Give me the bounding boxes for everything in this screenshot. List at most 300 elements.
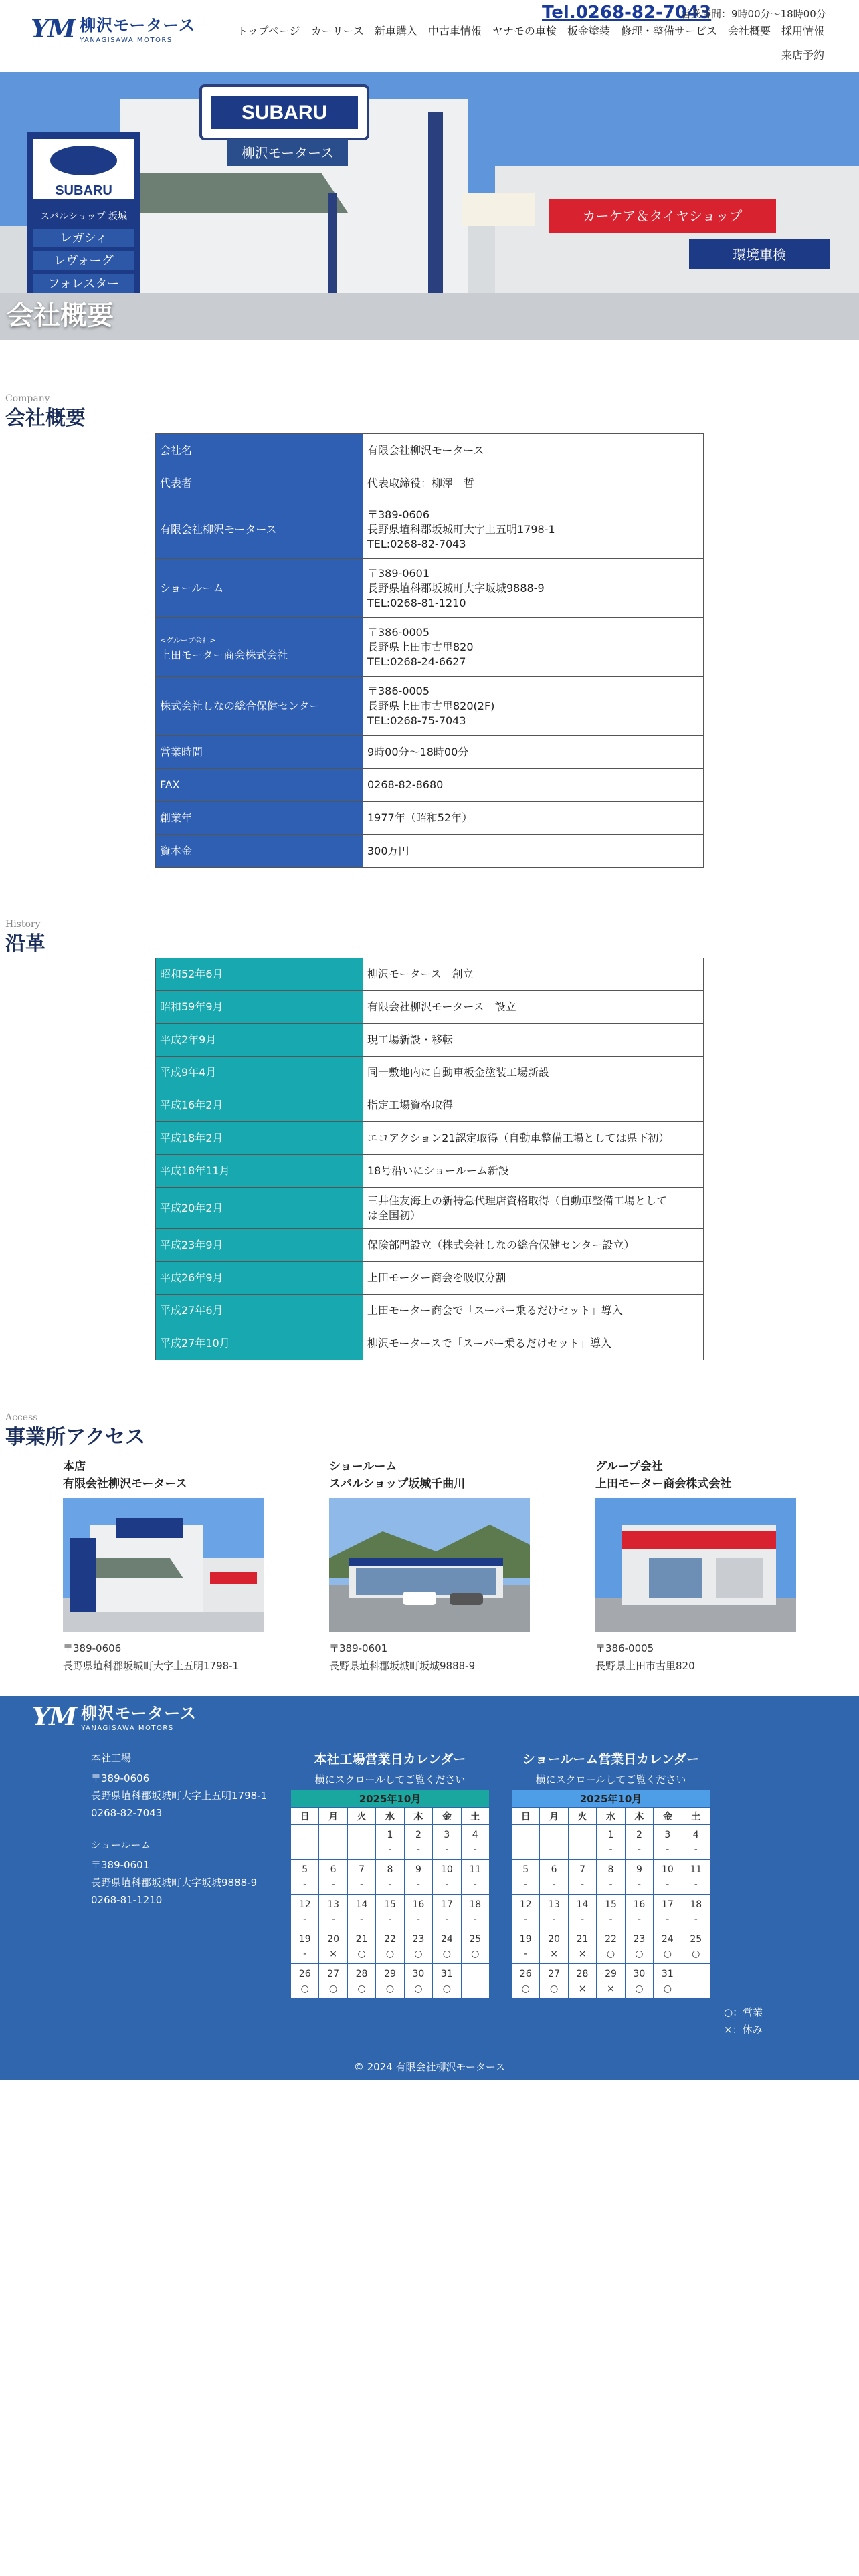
row-value: 有限会社柳沢モータース 設立: [363, 991, 704, 1024]
weekday-header: 木: [625, 1808, 653, 1825]
table-row: [156, 991, 704, 1024]
day-status: ○: [300, 1983, 309, 1994]
calendar-day: [376, 1825, 404, 1860]
table-row: [156, 1089, 704, 1122]
day-number: 27: [327, 1969, 340, 1979]
calendar-day: [654, 1964, 682, 1999]
day-status: -: [360, 1879, 364, 1890]
table-row: [156, 802, 704, 835]
access-postal: 〒389-0606: [63, 1642, 122, 1654]
calendar-week: [291, 1825, 490, 1860]
calendar-empty-cell: [347, 1825, 375, 1860]
calendar-day: [319, 1895, 347, 1929]
day-status: -: [388, 1879, 392, 1890]
day-number: 19: [298, 1934, 311, 1945]
calendar-day: [433, 1825, 461, 1860]
day-status: -: [524, 1879, 528, 1890]
row-key: 会社名: [156, 434, 363, 467]
table-row: [156, 1155, 704, 1188]
access-name: 有限会社柳沢モータース: [63, 1477, 187, 1491]
hero-sign-forester: フォレスター: [47, 277, 120, 291]
row-key: 平成23年9月: [156, 1229, 363, 1262]
day-number: 4: [692, 1830, 699, 1840]
day-status: ×: [329, 1949, 337, 1959]
calendar-day: [291, 1929, 319, 1964]
calendar-week: [512, 1895, 710, 1929]
day-status: -: [637, 1914, 641, 1925]
access-address: 長野県上田市古里820: [595, 1660, 695, 1672]
day-status: -: [552, 1879, 556, 1890]
table-row: [156, 1057, 704, 1089]
day-status: -: [694, 1844, 698, 1855]
calendar-day: [625, 1825, 653, 1860]
row-value: 18号沿いにショールーム新設: [363, 1155, 704, 1188]
calendar-empty-cell: [319, 1825, 347, 1860]
day-status: ○: [663, 1983, 672, 1994]
history-table: [155, 958, 704, 1360]
calendar-day: [597, 1964, 625, 1999]
day-status: ×: [578, 1949, 587, 1959]
day-number: 31: [661, 1969, 674, 1979]
table-row: [156, 1327, 704, 1360]
day-number: 22: [605, 1934, 617, 1945]
row-value: 〒386-0005: [367, 625, 430, 639]
row-key: 平成16年2月: [156, 1089, 363, 1122]
day-status: ×: [550, 1949, 558, 1959]
day-status: -: [609, 1914, 613, 1925]
weekday-header: 土: [682, 1808, 710, 1825]
weekday-header: 木: [404, 1808, 432, 1825]
day-number: 24: [440, 1934, 453, 1945]
day-number: 9: [415, 1864, 421, 1875]
calendar-day: [433, 1895, 461, 1929]
history-heading-en: History: [5, 919, 41, 930]
calendar-day: [404, 1964, 432, 1999]
calendar-empty-cell: [461, 1964, 489, 1999]
day-status: -: [388, 1844, 392, 1855]
nav-reservation[interactable]: 来店予約: [781, 49, 824, 62]
calendar-day: [291, 1895, 319, 1929]
day-status: -: [694, 1879, 698, 1890]
calendar-day: [347, 1964, 375, 1999]
row-key: 平成26年9月: [156, 1262, 363, 1295]
day-status: ○: [521, 1983, 530, 1994]
calendar-day: [682, 1860, 710, 1895]
day-status: ○: [357, 1949, 366, 1959]
day-status: ○: [385, 1949, 395, 1959]
calendar-day: [682, 1929, 710, 1964]
calendar-day: [654, 1895, 682, 1929]
day-number: 23: [412, 1934, 425, 1945]
row-value: 有限会社柳沢モータース: [367, 443, 484, 457]
calendar-empty-cell: [568, 1825, 596, 1860]
row-value: 〒386-0005: [367, 684, 430, 697]
access-heading-en: Access: [5, 1412, 38, 1423]
calendar-empty-cell: [512, 1825, 540, 1860]
day-status: -: [360, 1914, 364, 1925]
calendar-day: [347, 1860, 375, 1895]
calendar-day: [404, 1825, 432, 1860]
day-number: 1: [387, 1830, 393, 1840]
row-key: 平成20年2月: [156, 1188, 363, 1229]
calendar-day: [654, 1929, 682, 1964]
calendar-week: [291, 1860, 490, 1895]
day-number: 14: [576, 1899, 589, 1910]
site-logo[interactable]: [31, 12, 195, 44]
day-status: -: [331, 1879, 335, 1890]
logo-name-en: YANAGISAWA MOTORS: [80, 37, 173, 44]
logo-mark: YM: [31, 13, 75, 43]
nav-inspection[interactable]: ヤナモの車検: [492, 25, 557, 37]
row-key: 平成18年11月: [156, 1155, 363, 1188]
day-status: -: [388, 1914, 392, 1925]
day-number: 26: [519, 1969, 532, 1979]
day-status: ○: [357, 1983, 366, 1994]
company-heading-en: Company: [5, 393, 50, 404]
day-number: 3: [664, 1830, 671, 1840]
access-heading: 事業所アクセス: [5, 1426, 146, 1449]
day-status: -: [331, 1914, 335, 1925]
row-key: 株式会社しなの総合保健センター: [156, 677, 363, 736]
access-item-showroom: [329, 1458, 530, 1675]
nav-car-lease[interactable]: カーリース: [310, 25, 364, 37]
day-status: -: [609, 1879, 613, 1890]
day-status: ○: [442, 1983, 451, 1994]
day-number: 6: [551, 1864, 557, 1875]
day-status: ○: [414, 1983, 423, 1994]
day-status: -: [416, 1879, 420, 1890]
day-number: 1: [607, 1830, 614, 1840]
nav-company[interactable]: 会社概要: [727, 25, 771, 37]
calendar-day: [512, 1895, 540, 1929]
table-row: [156, 618, 704, 677]
calendar-day: [291, 1860, 319, 1895]
row-key: 創業年: [156, 802, 363, 835]
showroom-photo: [329, 1498, 530, 1632]
day-status: -: [524, 1949, 528, 1959]
day-status: -: [666, 1844, 670, 1855]
day-status: -: [303, 1879, 307, 1890]
access-item-headquarters: [63, 1458, 264, 1675]
day-number: 14: [355, 1899, 368, 1910]
day-number: 20: [327, 1934, 340, 1945]
day-number: 17: [661, 1899, 674, 1910]
calendar-day: [654, 1860, 682, 1895]
weekday-header: 日: [291, 1808, 319, 1825]
row-value: 長野県埴科郡坂城町大字坂城9888-9: [367, 581, 545, 595]
day-number: 29: [384, 1969, 396, 1979]
day-number: 18: [469, 1899, 482, 1910]
weekday-header: 水: [597, 1808, 625, 1825]
day-number: 15: [384, 1899, 396, 1910]
row-value: 9時00分〜18時00分: [367, 745, 469, 758]
hero-sign-subaru: SUBARU: [241, 102, 328, 124]
day-status: ○: [385, 1983, 395, 1994]
factory-postal: 〒389-0606: [91, 1772, 150, 1784]
nav-top[interactable]: トップページ: [237, 25, 300, 37]
day-number: 4: [472, 1830, 478, 1840]
row-value: 上田モーター商会で「スーパー乗るだけセット」導入: [363, 1295, 704, 1327]
table-row: [156, 1229, 704, 1262]
calendar-day: [540, 1964, 568, 1999]
day-number: 17: [440, 1899, 453, 1910]
site-footer: [0, 1696, 859, 2080]
business-hours: 営業時間：9時00分〜18時00分: [681, 8, 826, 20]
day-number: 13: [327, 1899, 340, 1910]
footer-contact: [91, 1749, 267, 1909]
row-value: 代表取締役：柳澤 哲: [367, 477, 475, 490]
nav-recruit[interactable]: 採用情報: [781, 25, 824, 37]
legend-open: ○：営業: [724, 2006, 763, 2018]
nav-repair[interactable]: 修理・整備サービス: [620, 25, 717, 37]
day-number: 11: [469, 1864, 482, 1875]
day-status: -: [581, 1914, 585, 1925]
showroom-title: ショールーム: [91, 1839, 151, 1851]
calendar-week: [291, 1964, 490, 1999]
phone-link[interactable]: Tel.0268-82-7043: [542, 3, 712, 23]
factory-calendar: [290, 1749, 490, 1999]
day-status: -: [694, 1914, 698, 1925]
calendar-day: [404, 1929, 432, 1964]
day-number: 16: [633, 1899, 646, 1910]
row-key: FAX: [156, 769, 363, 802]
legend-closed: ×：休み: [724, 2024, 763, 2036]
row-value: 〒389-0606: [367, 508, 430, 521]
day-number: 10: [661, 1864, 674, 1875]
day-status: -: [445, 1879, 449, 1890]
table-row: [156, 1188, 704, 1229]
calendar-empty-cell: [291, 1825, 319, 1860]
day-number: 16: [412, 1899, 425, 1910]
showroom-postal: 〒389-0601: [91, 1859, 150, 1871]
day-number: 23: [633, 1934, 646, 1945]
day-status: ×: [578, 1983, 587, 1994]
calendar-day: [461, 1929, 489, 1964]
access-label: グループ会社: [595, 1460, 663, 1473]
calendar-week: [512, 1860, 710, 1895]
company-heading: 会社概要: [5, 407, 86, 430]
calendar-day: [512, 1929, 540, 1964]
row-value: TEL:0268-81-1210: [367, 596, 466, 609]
calendar-week: [291, 1895, 490, 1929]
access-item-group-company: [595, 1458, 796, 1675]
day-status: -: [303, 1914, 307, 1925]
row-value: TEL:0268-75-7043: [367, 714, 466, 727]
row-value: 柳沢モータース 創立: [363, 958, 704, 991]
day-number: 29: [605, 1969, 617, 1979]
row-key: 平成18年2月: [156, 1122, 363, 1155]
row-value: 柳沢モータースで「スーパー乗るだけセット」導入: [363, 1327, 704, 1360]
calendar-day: [597, 1929, 625, 1964]
calendar-day: [433, 1964, 461, 1999]
access-label: ショールーム: [329, 1460, 397, 1473]
calendar-title: 本社工場営業日カレンダー: [314, 1752, 466, 1767]
calendar-day: [347, 1895, 375, 1929]
day-status: -: [303, 1949, 307, 1959]
hero-sign-shop-name: スバルショップ 坂城: [40, 211, 127, 222]
day-status: ○: [550, 1983, 559, 1994]
logo-name-ja: 柳沢モータース: [80, 16, 196, 35]
table-row: [156, 835, 704, 868]
day-number: 8: [387, 1864, 393, 1875]
footer-logo[interactable]: [32, 1700, 197, 1732]
row-value: 長野県埴科郡坂城町大字上五明1798-1: [367, 522, 555, 536]
table-row: [156, 559, 704, 618]
day-number: 27: [548, 1969, 561, 1979]
logo-name-en: YANAGISAWA MOTORS: [81, 1725, 174, 1732]
row-key: 代表者: [156, 467, 363, 500]
calendar-day: [319, 1860, 347, 1895]
table-row: [156, 500, 704, 559]
calendar-day: [512, 1860, 540, 1895]
day-status: -: [524, 1914, 528, 1925]
calendar-day: [625, 1860, 653, 1895]
day-number: 31: [440, 1969, 453, 1979]
calendar-empty-cell: [682, 1964, 710, 1999]
day-status: -: [473, 1844, 477, 1855]
day-status: -: [416, 1914, 420, 1925]
day-number: 19: [519, 1934, 532, 1945]
day-status: -: [473, 1879, 477, 1890]
factory-title: 本社工場: [91, 1752, 132, 1764]
row-key: 平成27年6月: [156, 1295, 363, 1327]
headquarters-photo: [63, 1498, 264, 1632]
day-status: ○: [635, 1983, 644, 1994]
day-number: 30: [633, 1969, 646, 1979]
access-address: 長野県埴科郡坂城町大字上五明1798-1: [63, 1660, 240, 1672]
row-value: は全国初）: [367, 1208, 421, 1222]
hero-sign-shop: 柳沢モータース: [241, 145, 335, 161]
calendar-empty-cell: [540, 1825, 568, 1860]
day-number: 25: [690, 1934, 702, 1945]
calendar-week: [512, 1929, 710, 1964]
day-status: -: [637, 1879, 641, 1890]
calendar-hint: 横にスクロールしてご覧ください: [535, 1774, 686, 1786]
day-number: 9: [636, 1864, 642, 1875]
day-number: 20: [548, 1934, 561, 1945]
day-status: -: [637, 1844, 641, 1855]
calendar-grid[interactable]: [511, 1790, 710, 1999]
row-value: 同一敷地内に自動車板金塗装工場新設: [363, 1057, 704, 1089]
nav-used-car[interactable]: 中古車情報: [427, 25, 482, 37]
calendar-day: [540, 1929, 568, 1964]
calendar-grid[interactable]: [290, 1790, 490, 1999]
showroom-address: 長野県埴科郡坂城町大字坂城9888-9: [91, 1876, 258, 1889]
row-key: 平成27年10月: [156, 1327, 363, 1360]
calendar-day: [404, 1895, 432, 1929]
calendar-day: [597, 1860, 625, 1895]
row-key: 昭和59年9月: [156, 991, 363, 1024]
access-name: スバルショップ坂城千曲川: [329, 1477, 466, 1491]
calendar-day: [461, 1860, 489, 1895]
day-number: 28: [576, 1969, 589, 1979]
day-status: ○: [692, 1949, 700, 1959]
day-number: 30: [412, 1969, 425, 1979]
row-value: 300万円: [367, 844, 409, 857]
day-number: 13: [548, 1899, 561, 1910]
access-postal: 〒386-0005: [595, 1642, 654, 1654]
calendar-title: ショールーム営業日カレンダー: [522, 1752, 699, 1767]
calendar-day: [376, 1895, 404, 1929]
table-row: [156, 769, 704, 802]
copyright: © 2024 有限会社柳沢モータース: [353, 2061, 506, 2073]
table-row: [156, 736, 704, 769]
logo-name-ja: 柳沢モータース: [81, 1704, 197, 1723]
weekday-header: 火: [568, 1808, 596, 1825]
calendar-day: [568, 1964, 596, 1999]
table-row: [156, 467, 704, 500]
weekday-header: 金: [654, 1808, 682, 1825]
calendar-day: [319, 1964, 347, 1999]
hero-sign-legacy: レガシィ: [60, 231, 108, 245]
svg-text:SUBARU: SUBARU: [55, 183, 112, 198]
table-row: [156, 677, 704, 736]
calendar-day: [682, 1825, 710, 1860]
calendar-day: [433, 1860, 461, 1895]
calendar-day: [654, 1825, 682, 1860]
hero-sign-carcare: カーケア＆タイヤショップ: [582, 208, 743, 224]
day-status: -: [666, 1879, 670, 1890]
calendar-week: [512, 1825, 710, 1860]
calendar-day: [512, 1964, 540, 1999]
row-value: エコアクション21認定取得（自動車整備工場としては県下初）: [363, 1122, 704, 1155]
day-number: 8: [607, 1864, 614, 1875]
day-number: 3: [444, 1830, 450, 1840]
hero-sign-kankyo: 環境車検: [733, 247, 786, 263]
calendar-day: [625, 1895, 653, 1929]
table-row: [156, 1295, 704, 1327]
day-number: 15: [605, 1899, 617, 1910]
row-value: 保険部門設立（株式会社しなの総合保健センター設立）: [363, 1229, 704, 1262]
table-row: [156, 1024, 704, 1057]
calendar-month: 2025年10月: [512, 1790, 710, 1808]
access-name: 上田モーター商会株式会社: [595, 1477, 732, 1491]
history-heading: 沿革: [5, 932, 45, 956]
row-value: 指定工場資格取得: [363, 1089, 704, 1122]
access-postal: 〒389-0601: [329, 1642, 388, 1654]
calendar-day: [376, 1860, 404, 1895]
table-row: [156, 958, 704, 991]
site-header: [0, 0, 859, 72]
table-row: [156, 1122, 704, 1155]
nav-bodywork[interactable]: 板金塗装: [567, 25, 610, 37]
calendar-month: 2025年10月: [291, 1790, 490, 1808]
calendar-week: [512, 1964, 710, 1999]
calendar-day: [597, 1825, 625, 1860]
row-key: 上田モーター商会株式会社: [160, 648, 288, 661]
calendar-day: [291, 1964, 319, 1999]
showroom-calendar: [511, 1749, 710, 1999]
weekday-header: 日: [512, 1808, 540, 1825]
row-value: 長野県上田市古里820: [367, 640, 474, 653]
day-status: -: [666, 1914, 670, 1925]
day-status: -: [609, 1844, 613, 1855]
row-value: 三井住友海上の新特急代理店資格取得（自動車整備工場として: [367, 1194, 668, 1207]
factory-phone: 0268-82-7043: [91, 1807, 163, 1819]
calendar-legend: [724, 2004, 763, 2038]
row-key-note: <グループ会社>: [160, 635, 216, 645]
day-number: 28: [355, 1969, 368, 1979]
calendar-day: [347, 1929, 375, 1964]
row-value: TEL:0268-24-6627: [367, 655, 466, 668]
row-key: 営業時間: [156, 736, 363, 769]
row-key: 昭和52年6月: [156, 958, 363, 991]
nav-new-car[interactable]: 新車購入: [374, 25, 417, 37]
day-status: ○: [471, 1949, 480, 1959]
day-status: -: [581, 1879, 585, 1890]
logo-mark: YM: [32, 1701, 76, 1731]
row-value: 現工場新設・移転: [363, 1024, 704, 1057]
